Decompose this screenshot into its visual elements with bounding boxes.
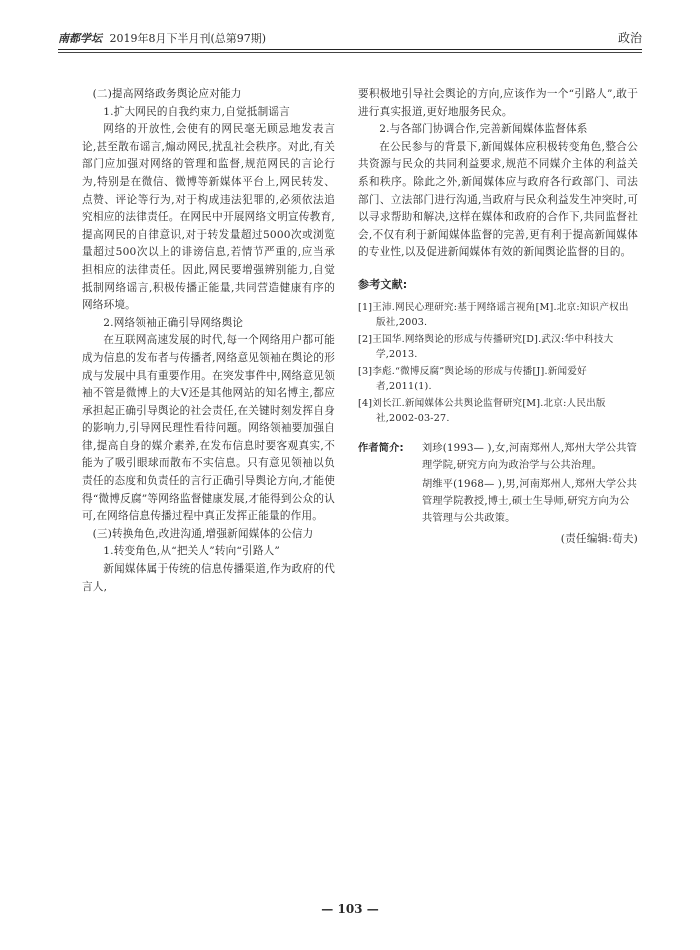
subsection-heading: 1.扩大网民的自我约束力,自觉抵制谣言	[103, 105, 290, 118]
subsection-heading: 2.网络领袖正确引导网络舆论	[103, 316, 244, 329]
right-column-body	[358, 86, 638, 262]
section-label: 政治	[617, 31, 642, 45]
journal-info	[58, 30, 266, 46]
subsection-heading: 1.转变角色,从“把关人”转向“引路人”	[103, 545, 281, 558]
author-label: 作者简介:	[358, 442, 404, 454]
paragraph: 网络的开放性,会使有的网民毫无顾忌地发表言论,甚至散布谣言,煽动网民,扰乱社会秩序。对此,有关部门应加强对网络的管理和监督,规范网民的言论行为,特别是在微信、微博等新媒体平台上,网民转发、点赞、评论等行为,对于构成违法犯罪的,必须依法追究相应的法律责任。在网民中开展网络文明宣传教育,提高网民的自律意识,对于转发量超过5000次或浏览量超过500次以上的诽谤信息,若情节严重的,应当承担相应的法律责任。因此,网民要增强辨别能力,自觉抵制网络谣言,积极传播正能量,共同营造健康有序的网络环境。	[82, 123, 335, 312]
paragraph: 新闻媒体属于传统的信息传播渠道,作为政府的代言人,	[82, 563, 335, 593]
reference-item: [4]刘长江.新闻媒体公共舆论监督研究[M].北京:人民出版社,2002-03-27.	[358, 397, 606, 424]
paragraph-continued: 要积极地引导社会舆论的方向,应该作为一个“引路人”,敢于进行真实报道,更好地服务民众。	[358, 88, 638, 118]
running-header	[58, 28, 642, 50]
issue-info: 2019年8月下半月刊(总第97期)	[109, 32, 267, 45]
references-list	[358, 300, 638, 426]
author-block	[358, 440, 638, 527]
section-heading: (二)提高网络政务舆论应对能力	[92, 88, 242, 100]
subsection-heading: 2.与各部门协调合作,完善新闻媒体监督体系	[379, 123, 588, 136]
editor-note: (责任编辑:荀夫)	[560, 532, 638, 545]
reference-item: [1]王沛.网民心理研究:基于网络谣言视角[M].北京:知识产权出版社,2003.	[358, 301, 629, 328]
author-entry: 刘珍(1993— ),女,河南郑州人,郑州大学公共管理学院,研究方向为政治学与公共治理。	[422, 442, 638, 471]
right-column	[358, 86, 638, 548]
journal-title: 南都学坛	[58, 32, 102, 45]
header-rule-thin	[58, 52, 642, 53]
author-entry: 胡维平(1968— ),男,河南郑州人,郑州大学公共管理学院教授,博士,硕士生导师,研究方向为公共管理与公共政策。	[422, 478, 638, 524]
paragraph: 在互联网高速发展的时代,每一个网络用户都可能成为信息的发布者与传播者,网络意见领袖在舆论的形成与发展中具有重要作用。在突发事件中,网络意见领袖不管是微博上的大V还是其他网站的知名博主,都应承担起正确引导舆论的社会责任,在关键时刻发挥自身的影响力,引导网民理性看待问题。网络领袖要加强自律,提高自身的媒介素养,在发布信息时要客观真实,不能为了吸引眼球而散布不实信息。只有意见领袖以负责任的态度和负责任的言行正确引导舆论方向,才能使得“微博反腐”等网络监督健康发展,才能得到公众的认可,在网络信息传播过程中真正发挥正能量的作用。	[82, 334, 335, 523]
reference-item: [2]王国华.网络舆论的形成与传播研究[D].武汉:华中科技大学,2013.	[358, 333, 614, 360]
page-number: — 103 —	[321, 902, 379, 916]
left-column	[82, 86, 335, 596]
paragraph: 在公民参与的背景下,新闻媒体应积极转变角色,整合公共资源与民众的共同利益要求,规范不同媒介主体的利益关系和秩序。除此之外,新闻媒体应与政府各行政部门、司法部门、立法部门进行沟通,当政府与民众利益发生冲突时,可以寻求帮助和解决,这样在媒体和政府的合作下,共同监督社会,不仅有利于新闻媒体监督的完善,更有利于提高新闻媒体的专业性,以及促进新闻媒体有效的新闻舆论监督的目的。	[358, 140, 638, 259]
reference-item: [3]李彪.“微博反腐”舆论场的形成与传播[J].新闻爱好者,2011(1).	[358, 365, 587, 392]
references-title: 参考文献:	[358, 277, 408, 291]
header-rule	[58, 49, 642, 50]
section-heading: (三)转换角色,改进沟通,增强新闻媒体的公信力	[92, 527, 314, 540]
